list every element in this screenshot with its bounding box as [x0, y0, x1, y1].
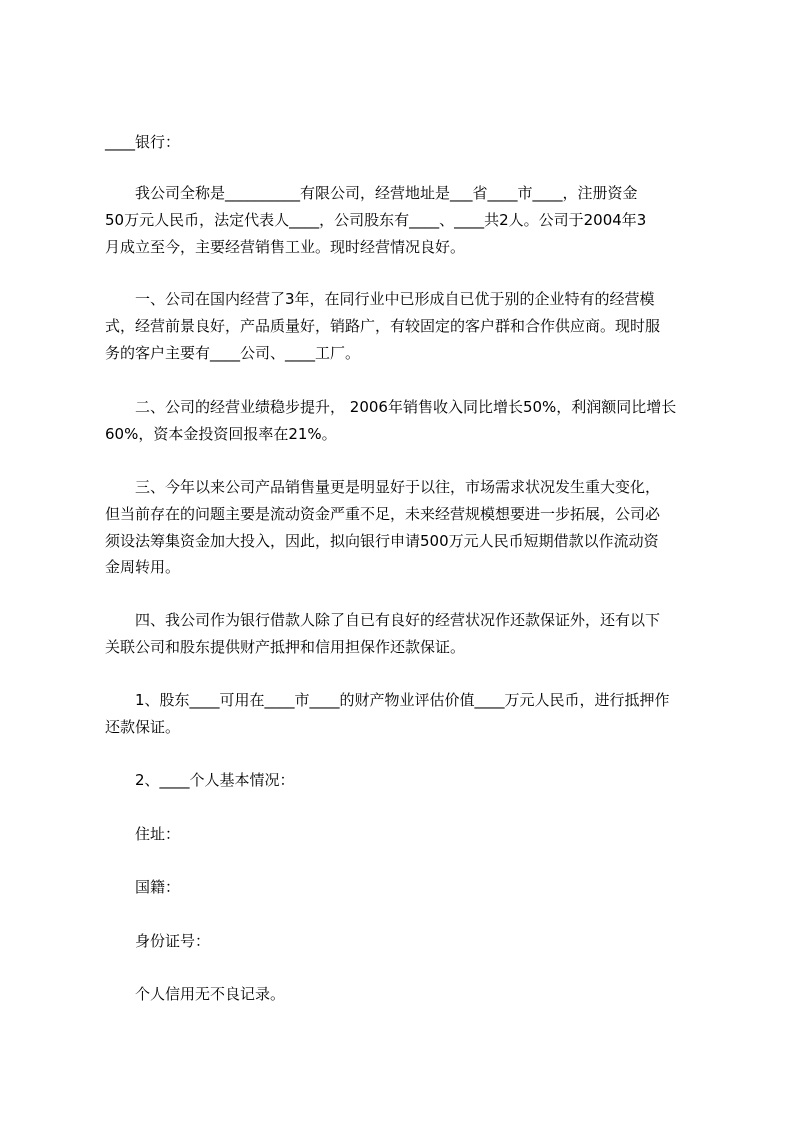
nationality-field: 国籍：	[105, 878, 181, 896]
intro-line-1: 我公司全称是__________有限公司，经营地址是___省____市____，注册资金	[105, 184, 638, 202]
intro-line-3: 月成立至今，主要经营销售工业。现时经营情况良好。	[105, 238, 466, 256]
address-field: 住址：	[105, 825, 181, 843]
point4-line-2: 关联公司和股东提供财产抵押和信用担保作还款保证。	[105, 638, 466, 656]
credit-statement: 个人信用无不良记录。	[105, 985, 286, 1003]
intro-line-2: 50万元人民币，法定代表人____，公司股东有____、____共2人。公司于2004年3	[105, 211, 647, 229]
point2-line-1: 二、公司的经营业绩稳步提升， 2006年销售收入同比增长50%，利润额同比增长	[105, 398, 677, 416]
point3-line-1: 三、今年以来公司产品销售量更是明显好于以往，市场需求状况发生重大变化，	[105, 478, 661, 496]
id-number-field: 身份证号：	[105, 932, 211, 950]
item2-heading: 2、____个人基本情况：	[105, 771, 295, 789]
point1-line-1: 一、公司在国内经营了3年，在同行业中已形成自已优于别的企业特有的经营模	[105, 290, 655, 308]
item1-line-1: 1、股东____可用在____市____的财产物业评估价值____万元人民币，进行抵押作	[105, 691, 670, 709]
point1-line-3: 务的客户主要有____公司、____工厂。	[105, 344, 361, 362]
point4-line-1: 四、我公司作为银行借款人除了自已有良好的经营状况作还款保证外，还有以下	[105, 611, 661, 629]
point2-line-2: 60%，资本金投资回报率在21%。	[105, 425, 337, 443]
point3-line-4: 金周转用。	[105, 558, 181, 576]
point1-line-2: 式，经营前景良好，产品质量好，销路广，有较固定的客户群和合作供应商。现时服	[105, 317, 661, 335]
salutation: ____银行：	[105, 133, 181, 151]
item1-line-2: 还款保证。	[105, 718, 181, 736]
point3-line-2: 但当前存在的问题主要是流动资金严重不足，未来经营规模想要进一步拓展，公司必	[105, 505, 661, 523]
point3-line-3: 须设法筹集资金加大投入，因此，拟向银行申请500万元人民币短期借款以作流动资	[105, 532, 659, 550]
